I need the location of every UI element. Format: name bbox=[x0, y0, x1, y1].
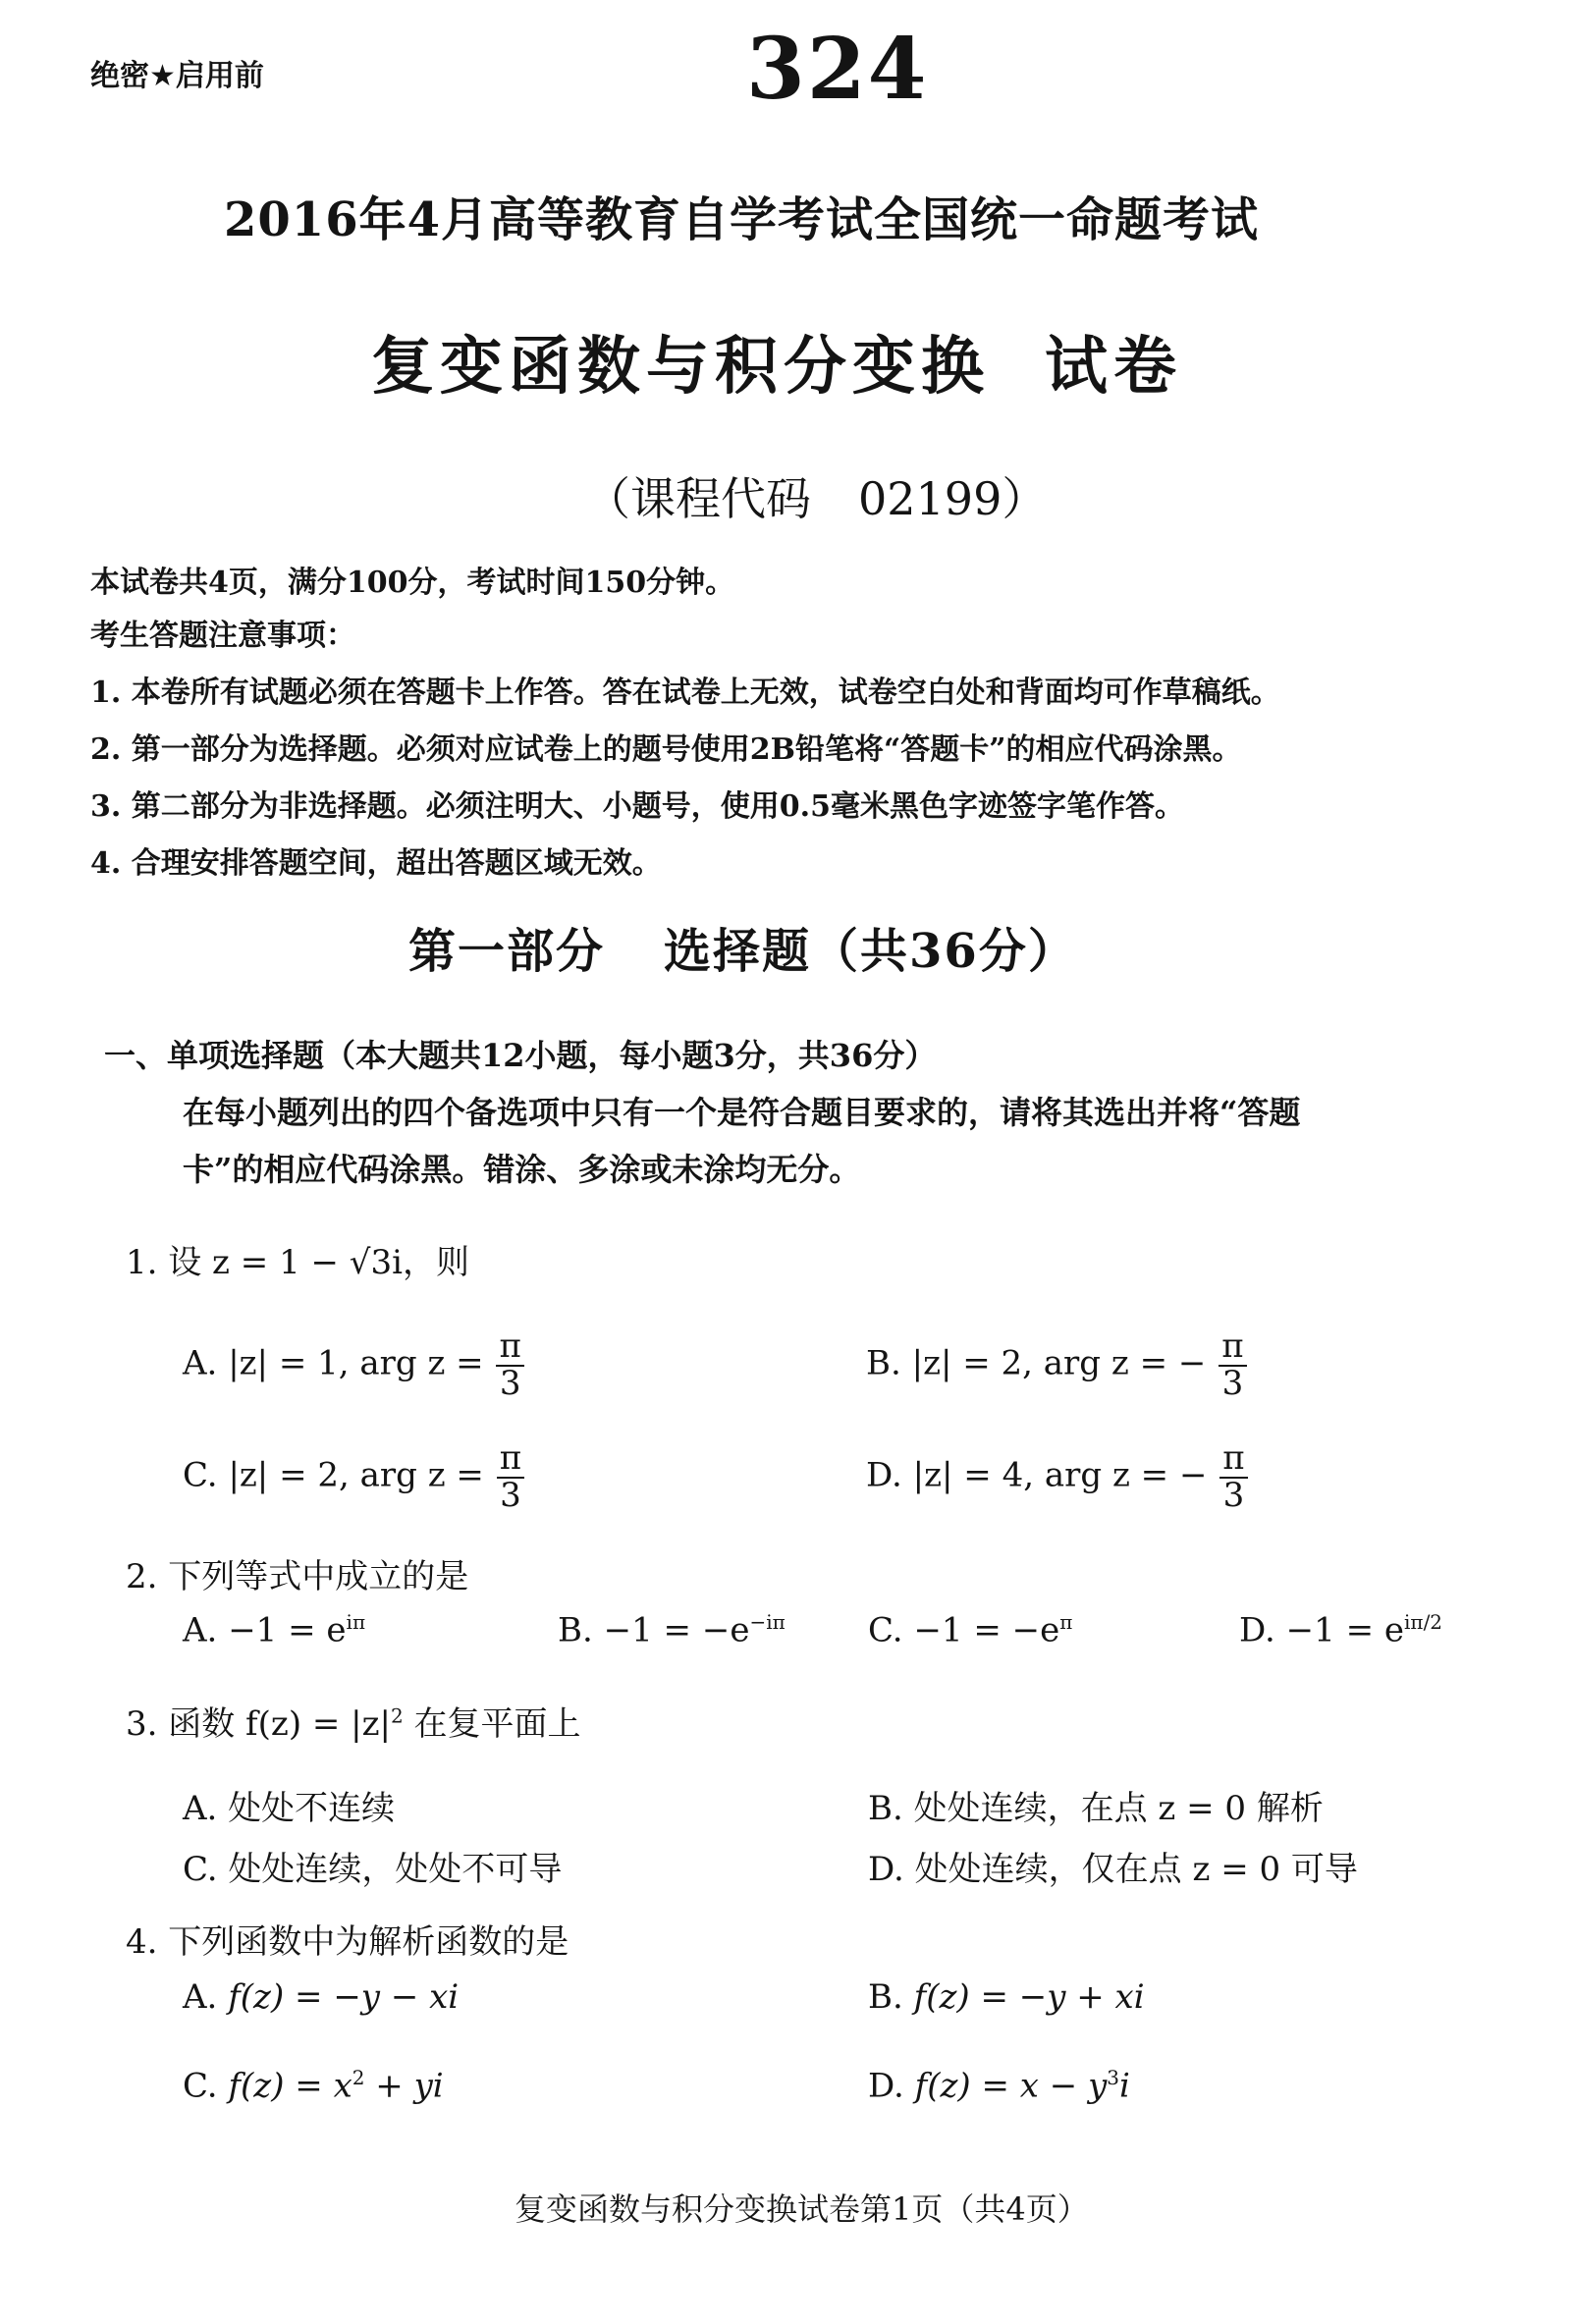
option-label: C. bbox=[868, 1610, 903, 1650]
exponent: iπ/2 bbox=[1404, 1610, 1443, 1634]
option-text: f(z) = x bbox=[228, 2066, 352, 2106]
question-group-header: 一、单项选择题（本大题共12小题，每小题3分，共36分） bbox=[104, 1037, 937, 1074]
exponent: −iπ bbox=[749, 1610, 786, 1634]
exam-summary: 本试卷共4页，满分100分，考试时间150分钟。 bbox=[90, 566, 735, 600]
option-label: D. bbox=[868, 2066, 904, 2106]
option-text: 处处不连续 bbox=[228, 1789, 396, 1828]
notes-heading: 考生答题注意事项： bbox=[90, 619, 355, 653]
paper-title-subject: 复变函数与积分变换 bbox=[371, 330, 990, 404]
option-text: −1 = e bbox=[228, 1610, 347, 1650]
option-label: A. bbox=[183, 1977, 218, 2017]
question-1-option-d bbox=[866, 1438, 1248, 1515]
option-label: C. bbox=[183, 1850, 218, 1889]
question-4-stem: 4. 下列函数中为解析函数的是 bbox=[126, 1922, 569, 1962]
option-text: 处处连续，仅在点 z = 0 可导 bbox=[914, 1850, 1358, 1889]
option-text: 处处连续，处处不可导 bbox=[228, 1850, 563, 1889]
question-3-option-c bbox=[183, 1842, 562, 1890]
option-text: + yi bbox=[364, 2066, 444, 2106]
course-code-label: （课程代码 bbox=[585, 472, 811, 525]
section-part-title: 选择题（共36分） bbox=[664, 924, 1077, 979]
question-4-option-b bbox=[868, 1977, 1145, 2017]
option-text: 处处连续，在点 z = 0 解析 bbox=[913, 1789, 1324, 1828]
option-label: D. bbox=[868, 1850, 904, 1889]
option-label: A. bbox=[183, 1343, 218, 1383]
option-label: C. bbox=[183, 1455, 218, 1495]
stem-text: 3. 函数 f(z) = |z| bbox=[126, 1704, 392, 1744]
question-2-option-c bbox=[868, 1610, 1072, 1649]
course-code bbox=[585, 463, 1047, 528]
fraction bbox=[496, 1326, 523, 1403]
question-1-option-b bbox=[866, 1326, 1247, 1403]
fraction-denominator: 3 bbox=[1222, 1475, 1245, 1515]
option-text: −1 = −e bbox=[603, 1610, 750, 1650]
question-3-option-b bbox=[868, 1781, 1324, 1829]
page-footer: 复变函数与积分变换试卷第1页（共4页） bbox=[515, 2190, 1089, 2228]
fraction-numerator: π bbox=[497, 1441, 524, 1479]
exponent: iπ bbox=[346, 1610, 366, 1634]
paper-code-number: 324 bbox=[746, 20, 929, 119]
note-item: 2. 第一部分为选择题。必须对应试卷上的题号使用2B铅笔将“答题卡”的相应代码涂黑。 bbox=[90, 732, 1242, 767]
question-2-option-d bbox=[1239, 1610, 1442, 1649]
question-1-option-c bbox=[183, 1438, 524, 1515]
question-group-instruction: 在每小题列出的四个备选项中只有一个是符合题目要求的，请将其选出并将“答题 bbox=[183, 1094, 1301, 1131]
exam-title: 2016年4月高等教育自学考试全国统一命题考试 bbox=[224, 192, 1259, 247]
question-3-option-a bbox=[183, 1781, 395, 1829]
question-2-option-b bbox=[558, 1610, 786, 1649]
fraction-denominator: 3 bbox=[1221, 1363, 1244, 1403]
stem-text: 在复平面上 bbox=[403, 1704, 581, 1744]
fraction bbox=[1219, 1326, 1246, 1403]
paper-title bbox=[371, 316, 1182, 406]
option-text: |z| = 1, arg z = bbox=[228, 1343, 484, 1383]
option-text: |z| = 2, arg z = − bbox=[911, 1343, 1207, 1383]
fraction bbox=[1219, 1438, 1247, 1515]
note-item: 4. 合理安排答题空间，超出答题区域无效。 bbox=[90, 846, 662, 881]
option-text: |z| = 4, arg z = − bbox=[912, 1455, 1208, 1495]
option-text: −1 = −e bbox=[913, 1610, 1060, 1650]
question-1-stem: 1. 设 z = 1 − √3i，则 bbox=[126, 1243, 469, 1282]
question-2-stem: 2. 下列等式中成立的是 bbox=[126, 1557, 469, 1596]
note-item: 1. 本卷所有试题必须在答题卡上作答。答在试卷上无效，试卷空白处和背面均可作草稿纸。 bbox=[90, 676, 1280, 710]
option-label: B. bbox=[868, 1977, 903, 2017]
option-label: D. bbox=[866, 1455, 902, 1495]
option-label: A. bbox=[183, 1610, 218, 1650]
fraction-numerator: π bbox=[496, 1329, 523, 1367]
option-label: B. bbox=[866, 1343, 901, 1383]
option-text: |z| = 2, arg z = bbox=[228, 1455, 484, 1495]
section-heading bbox=[408, 913, 1077, 981]
question-4-option-d bbox=[868, 2066, 1130, 2105]
fraction bbox=[497, 1438, 524, 1515]
question-2-option-a bbox=[183, 1610, 365, 1649]
option-label: B. bbox=[868, 1789, 903, 1828]
option-text: f(z) = x − y bbox=[914, 2066, 1108, 2106]
paper-title-suffix: 试卷 bbox=[1045, 330, 1182, 404]
exponent: 2 bbox=[352, 2066, 365, 2089]
question-group-instruction: 卡”的相应代码涂黑。错涂、多涂或未涂均无分。 bbox=[183, 1151, 861, 1188]
option-label: A. bbox=[183, 1789, 218, 1828]
exponent: π bbox=[1059, 1610, 1073, 1634]
fraction-denominator: 3 bbox=[499, 1363, 521, 1403]
option-text: −1 = e bbox=[1285, 1610, 1405, 1650]
option-label: D. bbox=[1239, 1610, 1275, 1650]
fraction-numerator: π bbox=[1219, 1441, 1247, 1479]
question-1-option-a bbox=[183, 1326, 524, 1403]
option-text: f(z) = −y − xi bbox=[228, 1977, 460, 2017]
option-text: f(z) = −y + xi bbox=[913, 1977, 1145, 2017]
question-3-stem bbox=[126, 1697, 581, 1745]
fraction-numerator: π bbox=[1219, 1329, 1246, 1367]
question-3-option-d bbox=[868, 1842, 1358, 1890]
question-4-option-a bbox=[183, 1977, 459, 2017]
option-text: i bbox=[1119, 2066, 1130, 2106]
option-label: B. bbox=[558, 1610, 593, 1650]
confidential-label: 绝密★启用前 bbox=[90, 59, 264, 93]
course-code-value: 02199） bbox=[858, 472, 1048, 525]
exponent: 3 bbox=[1107, 2066, 1120, 2089]
fraction-denominator: 3 bbox=[500, 1475, 521, 1515]
question-4-option-c bbox=[183, 2066, 444, 2105]
section-part-label: 第一部分 bbox=[408, 924, 606, 979]
note-item: 3. 第二部分为非选择题。必须注明大、小题号，使用0.5毫米黑色字迹签字笔作答。 bbox=[90, 789, 1184, 824]
exponent: 2 bbox=[391, 1703, 404, 1728]
option-label: C. bbox=[183, 2066, 218, 2106]
